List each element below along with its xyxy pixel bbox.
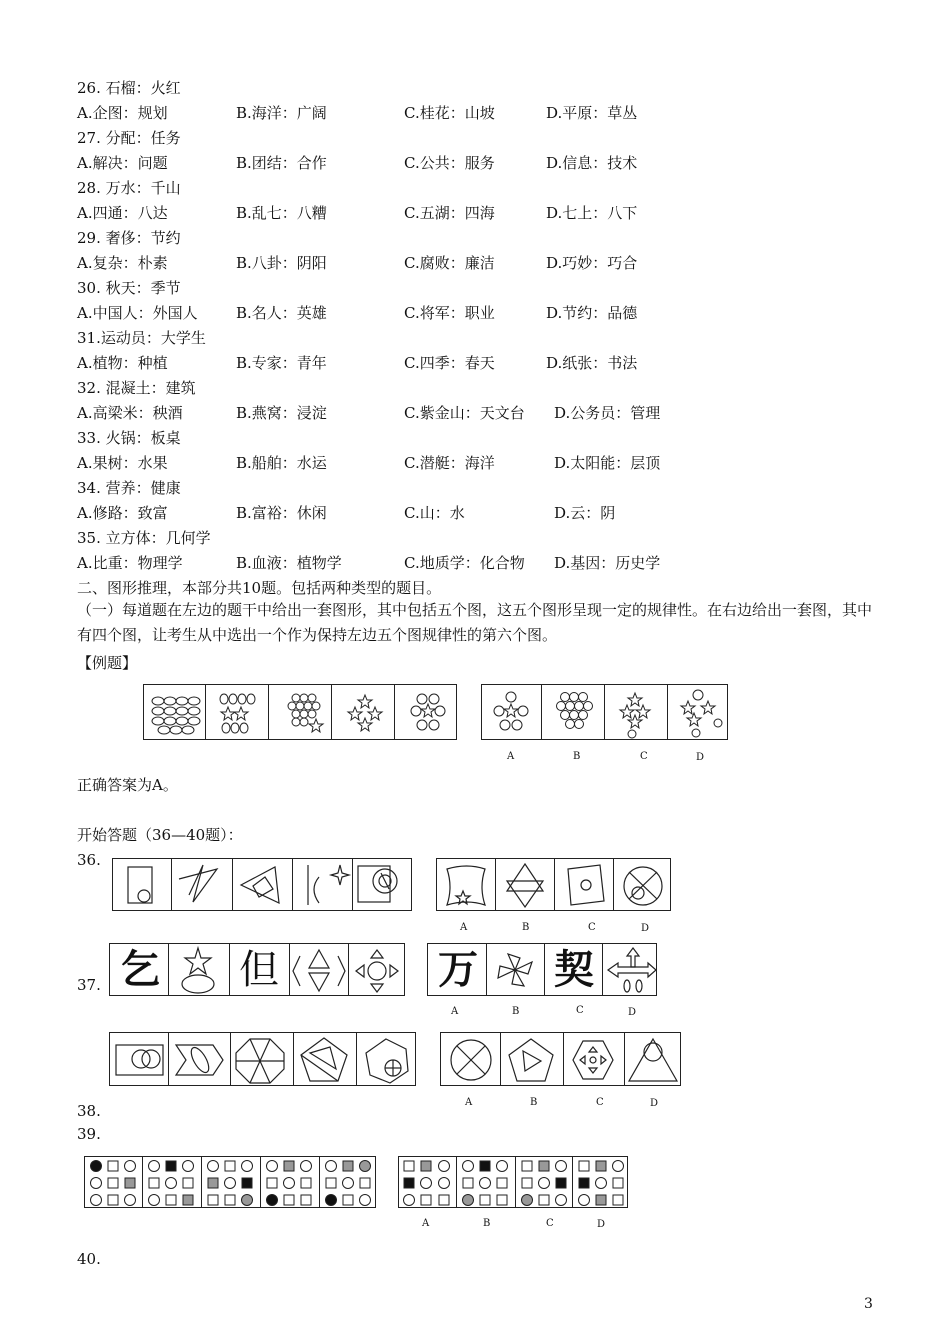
choice-letter: A xyxy=(422,1218,430,1229)
glyph-figure: 但 xyxy=(239,947,279,993)
q39-number: 39. xyxy=(77,1125,101,1143)
question-stem: 35. 立方体：几何学 xyxy=(77,529,211,547)
q39-stem-drawing xyxy=(85,1157,377,1209)
option-a: A.植物：种植 xyxy=(77,354,168,372)
option-c: C.将军：职业 xyxy=(404,304,495,322)
q36-options-drawing xyxy=(437,859,672,912)
choice-letter: B xyxy=(512,1006,520,1017)
example-options-drawing xyxy=(482,685,729,741)
choice-letter: B xyxy=(483,1218,491,1229)
example-option-figures xyxy=(481,684,728,740)
q36-number: 36. xyxy=(77,851,101,869)
section-instruction: （一）每道题在左边的题干中给出一套图形，其中包括五个图，这五个图形呈现一定的规律性。在右边给出一套图，其中有四个图，让考生从中选出一个作为保持左边五个图规律性的第六个图。 xyxy=(77,601,873,644)
q37-option-figures xyxy=(427,943,657,996)
option-b: B.名人：英雄 xyxy=(236,304,327,322)
question-stem: 33. 火锅：板桌 xyxy=(77,429,181,447)
option-a: A.复杂：朴素 xyxy=(77,254,168,272)
question-stem: 26. 石榴：火红 xyxy=(77,79,181,97)
option-a: A.高梁米：秧酒 xyxy=(77,404,183,422)
q40-number: 40. xyxy=(77,1250,101,1268)
choice-letter: D xyxy=(597,1219,606,1230)
q38-stem-figures xyxy=(109,1032,416,1086)
option-d: D.信息：技术 xyxy=(546,154,638,172)
option-b: B.燕窝：浸淀 xyxy=(236,404,327,422)
q37-number: 37. xyxy=(77,976,101,994)
option-d: D.七上：八下 xyxy=(546,204,638,222)
option-c: C.五湖：四海 xyxy=(404,204,495,222)
section-heading: 二、图形推理，本部分共10题。包括两种类型的题目。 xyxy=(77,579,442,597)
question-stem: 29. 奢侈：节约 xyxy=(77,229,181,247)
q39-stem-figures xyxy=(84,1156,376,1208)
choice-letter: C xyxy=(546,1218,554,1229)
option-b: B.富裕：休闲 xyxy=(236,504,327,522)
option-a: A.解决：问题 xyxy=(77,154,168,172)
choice-letter: D xyxy=(696,752,705,763)
option-c: C.紫金山：天文台 xyxy=(404,404,525,422)
option-c: C.山：水 xyxy=(404,504,465,522)
option-b: B.乱七：八糟 xyxy=(236,204,327,222)
option-b: B.海洋：广阔 xyxy=(236,104,327,122)
page-number: 3 xyxy=(864,1296,873,1312)
option-a: A.四通：八达 xyxy=(77,204,168,222)
q38-option-figures xyxy=(440,1032,681,1086)
option-d: D.巧妙：巧合 xyxy=(546,254,638,272)
question-stem: 32. 混凝土：建筑 xyxy=(77,379,196,397)
option-d: D.云：阴 xyxy=(554,504,616,522)
option-d: D.太阳能：层顶 xyxy=(554,454,661,472)
option-d: D.平原：草丛 xyxy=(546,104,638,122)
question-stem: 31.运动员：大学生 xyxy=(77,329,206,347)
option-c: C.地质学：化合物 xyxy=(404,554,525,572)
option-b: B.团结：合作 xyxy=(236,154,327,172)
choice-letter: D xyxy=(650,1098,659,1109)
choice-letter: C xyxy=(596,1097,604,1108)
question-stem: 28. 万水：千山 xyxy=(77,179,181,197)
choice-letter: C xyxy=(640,751,648,762)
question-stem: 27. 分配：任务 xyxy=(77,129,181,147)
question-stem: 30. 秋天：季节 xyxy=(77,279,181,297)
example-label: 【例题】 xyxy=(77,654,138,672)
option-c: C.四季：春天 xyxy=(404,354,495,372)
option-c: C.公共：服务 xyxy=(404,154,495,172)
example-stem-figures xyxy=(143,684,457,740)
question-stem: 34. 营养：健康 xyxy=(77,479,181,497)
option-a: A.中国人：外国人 xyxy=(77,304,198,322)
option-d: D.基因：历史学 xyxy=(554,554,661,572)
q39-option-figures xyxy=(398,1156,628,1208)
q36-stem-drawing xyxy=(113,859,413,912)
glyph-figure: 乞 xyxy=(120,946,160,993)
option-d: D.公务员：管理 xyxy=(554,404,661,422)
choice-letter: B xyxy=(522,922,530,933)
option-d: D.节约：品德 xyxy=(546,304,638,322)
example-answer: 正确答案为A。 xyxy=(77,776,178,794)
choice-letter: B xyxy=(573,751,581,762)
option-a: A.修路：致富 xyxy=(77,504,168,522)
choice-letter: A xyxy=(451,1006,459,1017)
q38-stem-drawing xyxy=(110,1033,417,1087)
q36-option-figures xyxy=(436,858,671,911)
option-b: B.八卦：阴阳 xyxy=(236,254,327,272)
choice-letter: B xyxy=(530,1097,538,1108)
option-b: B.船舶：水运 xyxy=(236,454,327,472)
option-c: C.桂花：山坡 xyxy=(404,104,495,122)
option-a: A.果树：水果 xyxy=(77,454,168,472)
choice-letter: C xyxy=(588,922,596,933)
choice-letter: A xyxy=(460,922,468,933)
choice-letter: D xyxy=(641,923,650,934)
glyph-figure: 万 xyxy=(438,946,478,993)
q38-number: 38. xyxy=(77,1102,101,1120)
option-a: A.比重：物理学 xyxy=(77,554,183,572)
option-c: C.潜艇：海洋 xyxy=(404,454,495,472)
q37-stem-figures xyxy=(109,943,405,996)
glyph-figure: 契 xyxy=(554,946,594,993)
start-answering: 开始答题（36—40题）： xyxy=(77,826,243,844)
option-b: B.血液：植物学 xyxy=(236,554,342,572)
q39-options-drawing xyxy=(399,1157,629,1209)
q37-stem-drawing xyxy=(110,944,406,997)
choice-letter: A xyxy=(465,1097,473,1108)
q37-options-drawing xyxy=(428,944,658,997)
choice-letter: C xyxy=(576,1005,584,1016)
choice-letter: A xyxy=(507,751,515,762)
option-b: B.专家：青年 xyxy=(236,354,327,372)
option-a: A.企图：规划 xyxy=(77,104,168,122)
option-d: D.纸张：书法 xyxy=(546,354,638,372)
example-stem-drawing xyxy=(144,685,458,741)
option-c: C.腐败：廉洁 xyxy=(404,254,495,272)
q38-options-drawing xyxy=(441,1033,682,1087)
choice-letter: D xyxy=(628,1007,637,1018)
q36-stem-figures xyxy=(112,858,412,911)
